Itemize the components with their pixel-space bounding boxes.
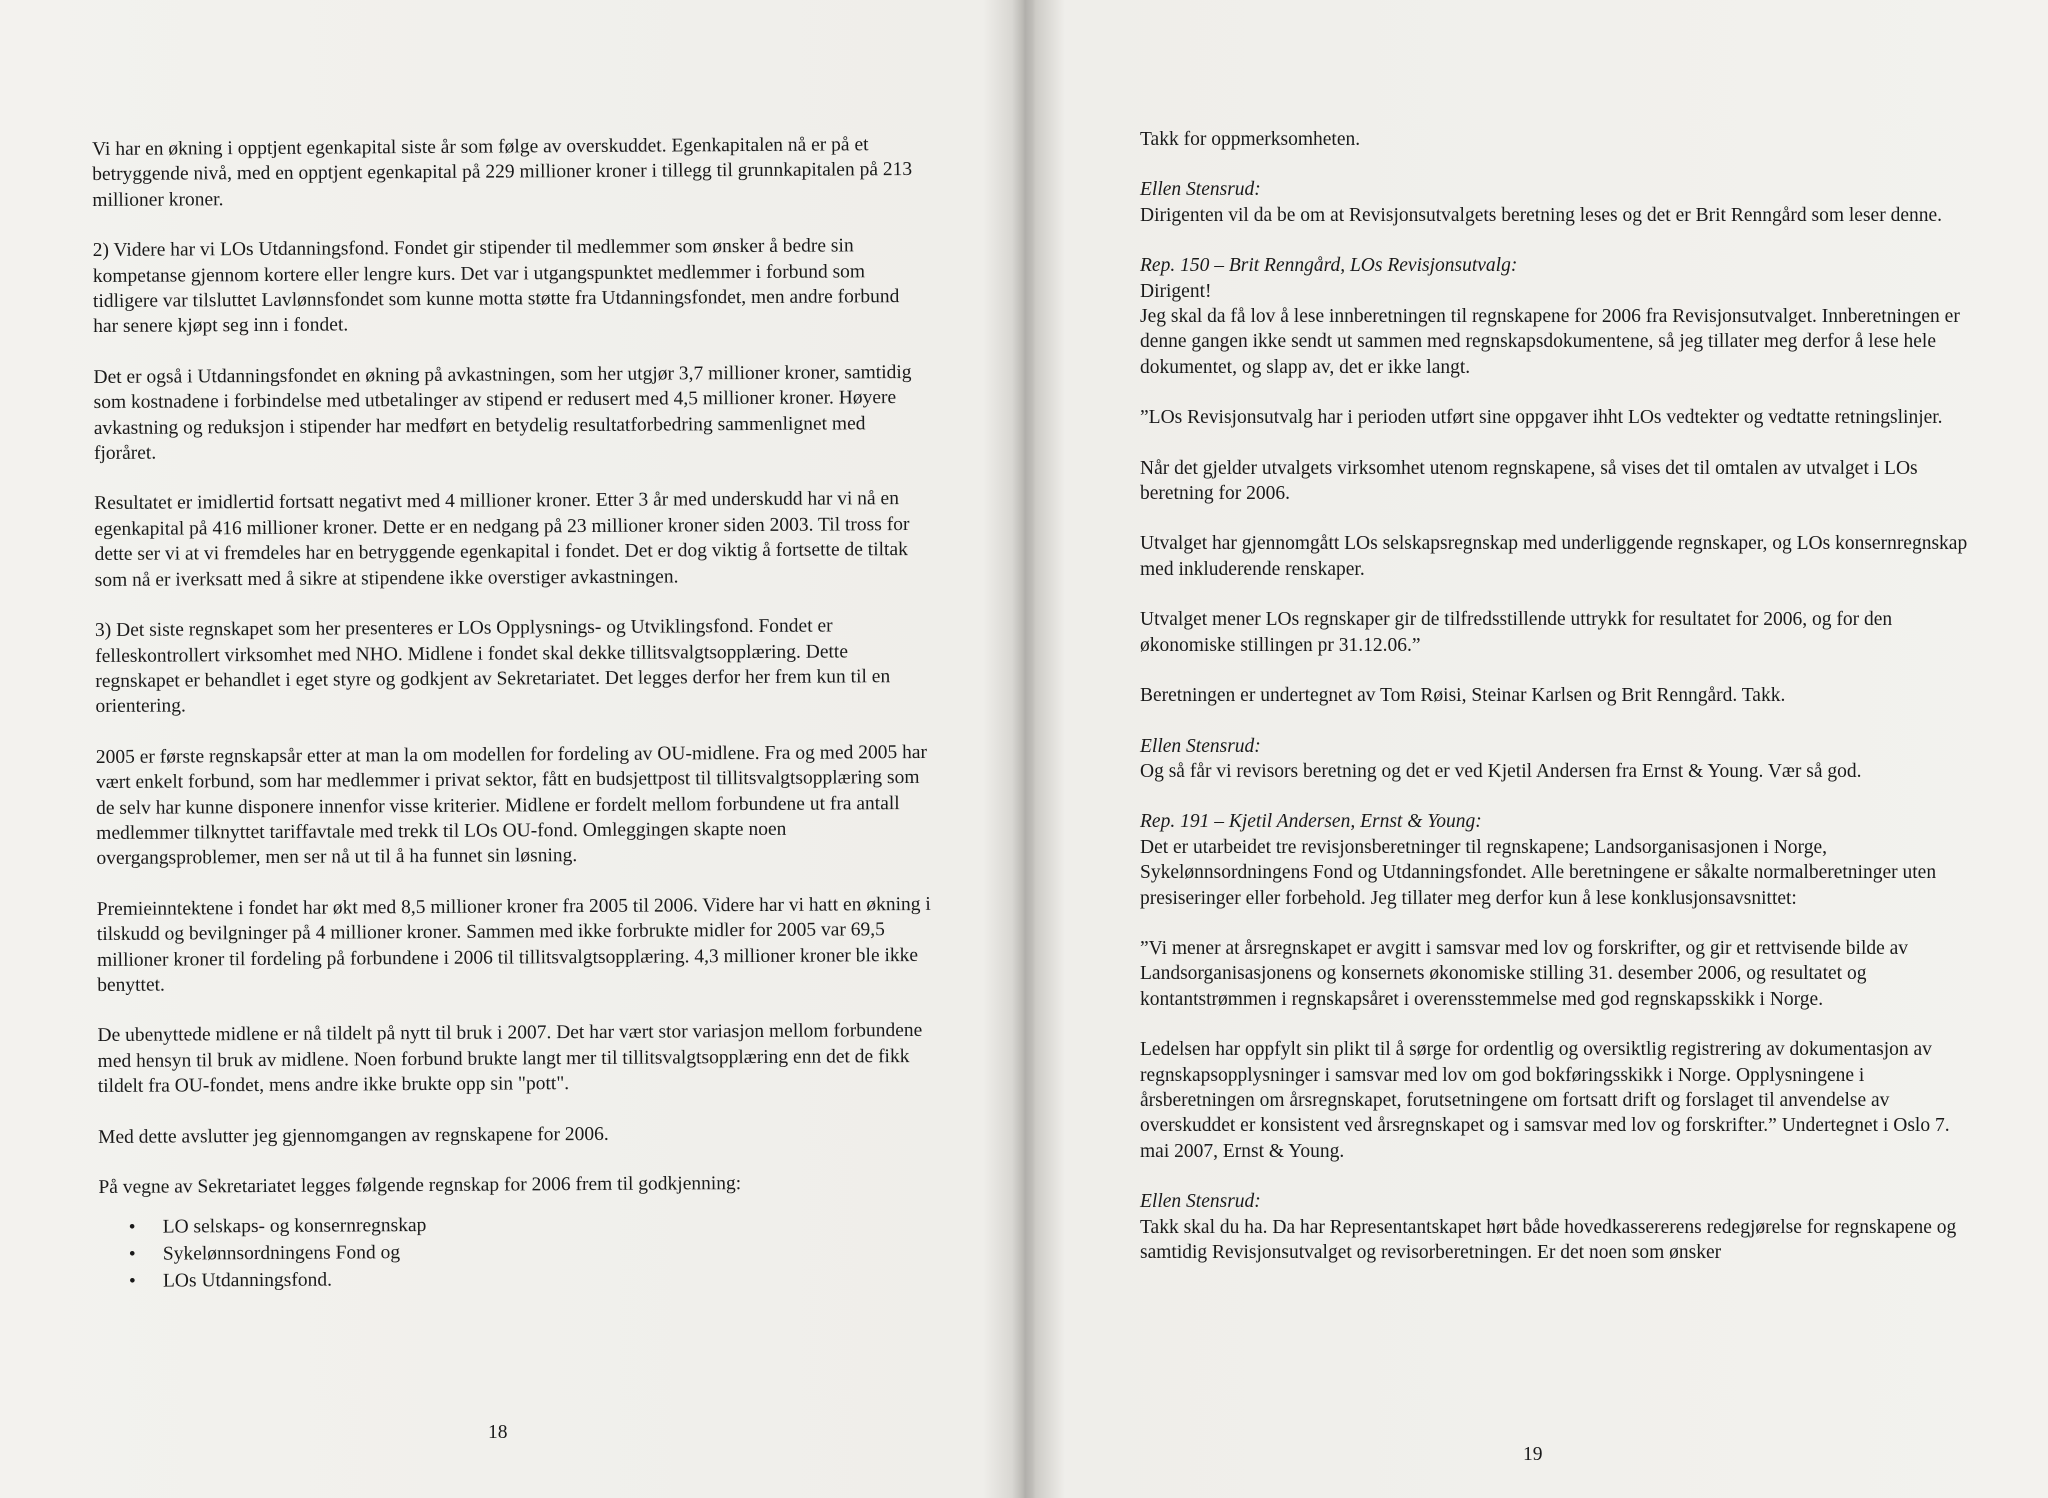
paragraph: Ledelsen har oppfylt sin plikt til å sørge for ordentlig og oversiktlig registrering av dokumentasjon av regnskapsopplysninger i samsvar med lov om god bokføringsskikk i Norge. Opplysningene i årsberetningen om årsregnskapet, forutsetningene om fortsatt drift og forslaget til anvendelse av overskuddet er konsistent ved årsregnskapet og i samsvar med lov og forskrifter.” Undertegnet i Oslo 7. mai 2007, Ernst & Young. [1140,1039,1950,1162]
paragraph: 3) Det siste regnskapet som her presenteres er LOs Opplysnings- og Utviklingsfond. Fondet er felleskontrollert virksomhet med NHO. Midlene i fondet skal dekke tillitsvalgtsopplæring. Dette regnskapet er behandlet i eget styre og godkjent av Sekretariatet. Det legges derfor her frem kun til en orientering. [94,615,891,718]
speaker-label: Ellen Stensrud: [1140,735,1261,757]
paragraph: På vegne av Sekretariatet legges følgende regnskap for 2006 frem til godkjenning: [98,1173,742,1198]
page-number: 18 [488,1422,508,1443]
list-item: • Sykelønnsordningens Fond og [129,1236,935,1268]
speech-text: Dirigenten vil da be om at Revisjonsutvalgets beretning leses og det er Brit Renngård som leser denne. [1140,204,1943,226]
speech-text: Og så får vi revisors beretning og det er ved Kjetil Andersen fra Ernst & Young. Vær så god. [1140,760,1862,782]
paragraph: Med dette avslutter jeg gjennomgangen av regnskapene for 2006. [98,1123,609,1148]
speaker-label: Ellen Stensrud: [1140,179,1261,201]
paragraph: Takk for oppmerksomheten. [1140,129,1361,150]
speech-text: Takk skal du ha. Da har Representantskapet hørt både hovedkassererens redegjørelse for regnskapene og samtidig Revisjonsutvalget og revisorberetningen. Er det noen som ønsker [1140,1216,1957,1263]
speech-block [1140,253,1983,380]
speech-block [1140,177,1983,228]
page-number: 19 [1523,1444,1543,1465]
right-page-body [1140,127,1983,1290]
speaker-label: Rep. 150 – Brit Renngård, LOs Revisjonsutvalg: [1140,255,1518,277]
paragraph: Utvalget har gjennomgått LOs selskapsregnskap med underliggende regnskaper, og LOs konsernregnskap med inkluderende renskaper. [1140,533,1968,580]
speaker-label: Rep. 191 – Kjetil Andersen, Ernst & Young: [1140,811,1482,833]
paragraph: Når det gjelder utvalgets virksomhet utenom regnskapene, så vises det til omtalen av utvalget i LOs beretning for 2006. [1140,457,1918,505]
paragraph: Utvalget mener LOs regnskaper gir de tilfredsstillende uttrykk for resultatet for 2006, og for den økonomiske stillingen pr 31.12.06.” [1140,609,1893,656]
paragraph: De ubenyttede midlene er nå tildelt på nytt til bruk i 2007. Det har vært stor variasjon mellom forbundene med hensyn til bruk av midlene. Noen forbund brukte langt mer til tillitsvalgtsopplæring enn det de fikk tildelt fra OU-fondet, mens andre ikke brukte opp sin "pott". [97,1020,923,1098]
approval-list [99,1209,935,1295]
list-item: • LO selskaps- og konsernregnskap [129,1209,935,1241]
paragraph: Premieinntektene i fondet har økt med 8,5 millioner kroner fra 2005 til 2006. Videre har vi hatt en økning i tilskudd og bevilgninger på 4 millioner kroner. Sammen med ikke forbrukte midler for 2005 var 69,5 millioner kroner til fordeling på forbundene i 2006 til tillitsvalgtsopplæring. 4,3 millioner kroner ble ikke benyttet. [96,893,931,996]
left-page [0,0,1020,1498]
paragraph: 2) Videre har vi LOs Utdanningsfond. Fondet gir stipender til medlemmer som ønsker å bedre sin kompetanse gjennom kortere eller lengre kurs. Det var i utgangspunktet medlemmer i forbund som tidligere var tilsluttet Lavlønnsfondet som kunne motta støtte fra Utdanningsfondet, men andre forbund har senere kjøpt seg inn i fondet. [92,235,900,338]
left-page-body [92,132,935,1295]
paragraph: ”Vi mener at årsregnskapet er avgitt i samsvar med lov og forskrifter, og gir et rettvisende bilde av Landsorganisasjonens og konsernets økonomiske stilling 31. desember 2006, og resultatet og kontantstrømmen i regnskapsåret i overensstemmelse med god regnskapsskikk i Norge. [1140,937,1909,1010]
paragraph: Beretningen er undertegnet av Tom Røisi, Steinar Karlsen og Brit Renngård. Takk. [1140,685,1786,707]
speech-block [1140,1189,1983,1265]
paragraph: Resultatet er imidlertid fortsatt negativt med 4 millioner kroner. Etter 3 år med underskudd har vi nå en egenkapital på 416 millioner kroner. Dette er en nedgang på 23 millioner kroner siden 2003. Til tross for dette ser vi at vi fremdeles har en betryggende egenkapital i fondet. Det er dog viktig å fortsette de tiltak som nå er iverksatt med å sikre at stipendene ikke overstiger avkastningen. [94,488,910,591]
paragraph: ”LOs Revisjonsutvalg har i perioden utført sine oppgaver ihht LOs vedtekter og vedtatte retningslinjer. [1140,407,1943,429]
paragraph: 2005 er første regnskapsår etter at man la om modellen for fordeling av OU-midlene. Fra og med 2005 har vært enkelt forbund, som har medlemmer i privat sektor, fått en budsjettpost til tillitsvalgtsopplæring som de selv har kunne disponere innenfor visse kriterier. Midlene er fordelt mellom forbundene ut fra antall medlemmer tilknyttet tariffavtale med trekk til LOs OU-fond. Omleggingen skapte noen overgangsproblemer, men ser nå ut til å ha funnet sin løsning. [95,741,928,870]
right-page [1030,0,2048,1498]
speech-text: Jeg skal da få lov å lese innberetningen til regnskapene for 2006 fra Revisjonsutvalget. Innberetningen er denne gangen ikke sendt ut sammen med regnskapsdokumentene, så jeg tillater meg derfor å lese hele dokumentet, og slapp av, det er ikke langt. [1140,306,1960,378]
speech-text: Dirigent! [1140,280,1212,302]
speaker-label: Ellen Stensrud: [1140,1191,1261,1213]
speech-text: Det er utarbeidet tre revisjonsberetninger til regnskapene; Landsorganisasjonen i Norge, Sykelønnsordningens Fond og Utdanningsfondet. Alle beretningene er såkalte normalberetninger uten presiseringer eller forbehold. Jeg tillater meg derfor kun å lese konklusjonsavsnittet: [1140,836,1937,909]
speech-block [1140,809,1983,911]
paragraph: Vi har en økning i opptjent egenkapital siste år som følge av overskuddet. Egenkapitalen nå er på et betryggende nivå, med en opptjent egenkapital på 229 millioner kroner i tillegg til grunnkapitalen på 213 millioner kroner. [92,134,913,211]
speech-block [1140,734,1983,785]
paragraph: Det er også i Utdanningsfondet en økning på avkastningen, som her utgjør 3,7 millioner kroner, samtidig som kostnadene i forbindelse med utbetalinger av stipend er redusert med 4,5 millioner kroner. Høyere avkastning og reduksjon i stipender har medført en betydelig resultatforbedring sammenlignet med fjoråret. [93,361,912,465]
list-item: • LOs Utdanningsfond. [129,1263,935,1295]
